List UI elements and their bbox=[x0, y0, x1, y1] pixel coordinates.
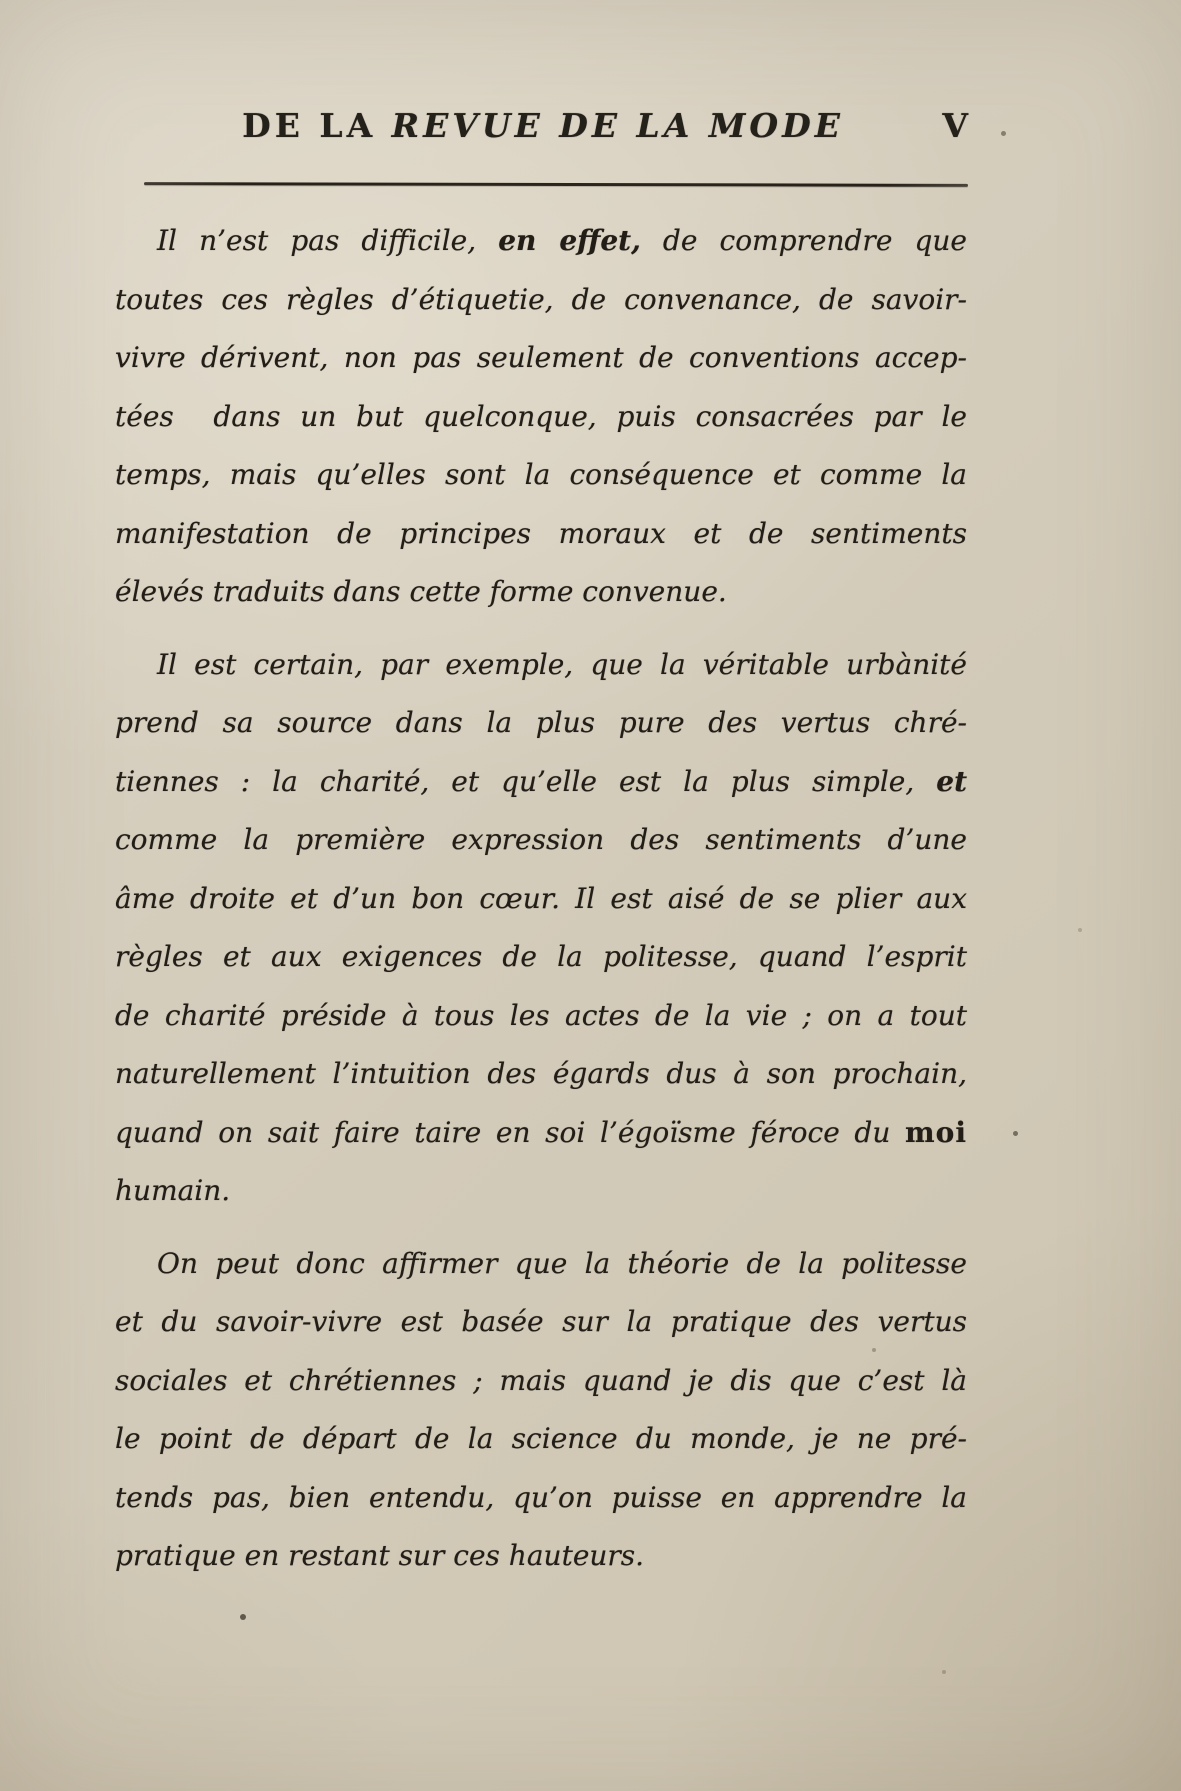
text-segment: le point de départ de la science du monde, je ne pré- bbox=[115, 1422, 967, 1455]
paper-speck bbox=[1001, 131, 1006, 136]
running-head-prefix: DE LA bbox=[242, 106, 392, 145]
text-segment: manifestation de principes moraux et de sentiments bbox=[115, 516, 967, 550]
text-line bbox=[115, 212, 967, 271]
text-segment: moi bbox=[905, 1115, 967, 1149]
text-line bbox=[115, 505, 967, 564]
text-line bbox=[115, 1104, 967, 1163]
paper-speck bbox=[1013, 1131, 1018, 1136]
text-line bbox=[115, 753, 967, 812]
text-segment: On peut donc affirmer que la théorie de la politesse bbox=[157, 1246, 967, 1280]
text-line bbox=[115, 987, 967, 1046]
header-rule bbox=[144, 182, 968, 187]
text-segment: toutes ces règles d’étiquetie, de convenance, de savoir- bbox=[115, 282, 967, 316]
running-head bbox=[118, 106, 968, 150]
text-segment: temps, mais qu’elles sont la conséquence et comme la bbox=[115, 458, 967, 491]
text-line bbox=[115, 1469, 967, 1528]
body-text bbox=[115, 212, 967, 1586]
paper-speck bbox=[942, 1670, 946, 1674]
text-segment: quand on sait faire taire en soi l’égoïsme féroce du bbox=[115, 1115, 906, 1149]
text-segment: et du savoir-vivre est basée sur la pratique des vertus bbox=[115, 1305, 967, 1338]
text-line bbox=[115, 1352, 967, 1411]
text-line bbox=[115, 1410, 967, 1469]
text-line bbox=[115, 446, 967, 505]
text-line bbox=[115, 870, 967, 929]
text-line bbox=[115, 1527, 967, 1586]
text-segment: en effet, bbox=[498, 224, 641, 257]
paper-speck bbox=[1078, 928, 1082, 932]
text-segment: naturellement l’intuition des égards dus à son prochain, bbox=[115, 1057, 967, 1090]
text-segment: sociales et chrétiennes ; mais quand je dis que c’est là bbox=[115, 1363, 967, 1397]
text-segment: comme la première expression des sentiments d’une bbox=[115, 823, 967, 856]
text-segment: règles et aux exigences de la politesse, quand l’esprit bbox=[115, 940, 967, 973]
text-line bbox=[115, 329, 967, 388]
text-line bbox=[115, 563, 967, 622]
text-segment: de comprendre que bbox=[640, 224, 968, 257]
text-line bbox=[115, 1235, 967, 1294]
text-line bbox=[115, 1045, 967, 1104]
text-segment: pratique en restant sur ces hauteurs. bbox=[115, 1539, 645, 1572]
text-segment: tends pas, bien entendu, qu’on puisse en apprendre la bbox=[115, 1480, 967, 1514]
text-segment: humain. bbox=[115, 1174, 231, 1207]
page-number: V bbox=[942, 106, 968, 145]
text-segment: âme droite et d’un bon cœur. Il est aisé de se plier aux bbox=[115, 881, 967, 915]
text-segment: élevés traduits dans cette forme convenue. bbox=[115, 575, 727, 608]
text-segment: tées dans un but quelconque, puis consacrées par le bbox=[115, 399, 967, 433]
paper-speck bbox=[872, 1348, 876, 1352]
text-segment: vivre dérivent, non pas seulement de conventions accep- bbox=[115, 341, 967, 374]
text-segment: prend sa source dans la plus pure des vertus chré- bbox=[115, 706, 967, 739]
paragraph bbox=[115, 212, 967, 622]
running-head-title: REVUE DE LA MODE bbox=[391, 106, 844, 145]
text-segment: Il n’est pas difficile, bbox=[157, 224, 499, 257]
text-line bbox=[115, 271, 967, 330]
text-line bbox=[115, 928, 967, 987]
paper-speck bbox=[240, 1614, 246, 1620]
text-segment: tiennes : la charité, et qu’elle est la plus simple, bbox=[115, 764, 937, 798]
text-segment: de charité préside à tous les actes de la vie ; on a tout bbox=[115, 998, 967, 1032]
text-line bbox=[115, 1293, 967, 1352]
paragraph bbox=[115, 1235, 967, 1586]
text-line bbox=[115, 388, 967, 447]
text-segment: Il est certain, par exemple, que la véritable urbànité bbox=[157, 647, 967, 681]
text-line bbox=[115, 636, 967, 695]
text-line bbox=[115, 811, 967, 870]
text-line bbox=[115, 1162, 967, 1221]
text-segment: et bbox=[936, 764, 967, 798]
paragraph bbox=[115, 636, 967, 1221]
text-line bbox=[115, 694, 967, 753]
